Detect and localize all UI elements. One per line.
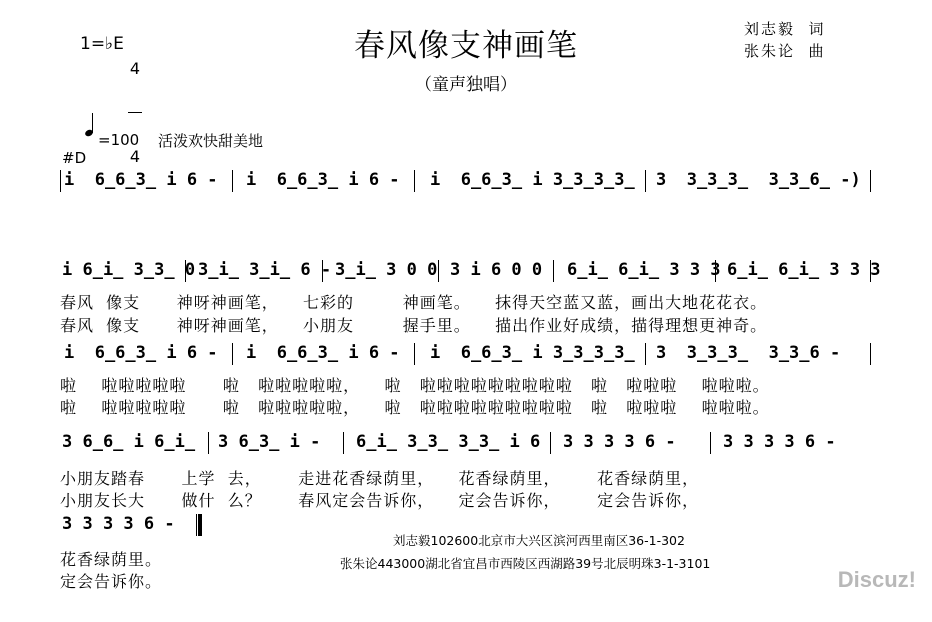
bar: 6̲i̲ 3̲3̲ 3̲3̲ i 6 (356, 432, 541, 452)
final-barline (196, 514, 202, 536)
bar: i 6̲6̲3̲ i 6 - (246, 170, 400, 190)
lyric-line: 啦 啦啦啦啦啦 啦 啦啦啦啦啦， 啦 啦啦啦啦啦啦啦啦啦 啦 啦啦啦 啦啦啦。 (60, 376, 770, 395)
bar: i 6̲6̲3̲ i 6 - (64, 343, 218, 363)
notation-row-3 (60, 343, 880, 365)
lyricist-address: 刘志毅102600北京市大兴区滨河西里南区36-1-302 (393, 533, 685, 548)
bar: 6̲i̲ 6̲i̲ 3 3 3 (727, 260, 881, 280)
time-signature (128, 26, 142, 182)
lyric-line: 小朋友长大 做什 么？ 春风定会告诉你， 定会告诉你， 定会告诉你， (60, 491, 700, 510)
notation-row-4 (60, 432, 880, 454)
bar: 3̲i̲ 3̲i̲ 6 - (198, 260, 332, 280)
lyric-line: 啦 啦啦啦啦啦 啦 啦啦啦啦啦， 啦 啦啦啦啦啦啦啦啦啦 啦 啦啦啦 啦啦啦。 (60, 398, 770, 417)
bar: 6̲i̲ 6̲i̲ 3 3 3 (567, 260, 721, 280)
lyric-line: 花香绿荫里。 (60, 550, 163, 569)
forum-watermark: Discuz! (837, 567, 916, 592)
bar: 3 3 3 3 6 - (62, 514, 175, 534)
bar: 3 3̲3̲3̲ 3̲3̲6̲ -) (656, 170, 861, 190)
bar: 3 6̲6̲ i 6̲i̲ (62, 432, 196, 452)
quarter-note-head (84, 129, 94, 138)
notation-row-5 (60, 514, 220, 536)
bar: i 6̲6̲3̲ i 3̲3̲3̲3̲ (430, 170, 635, 190)
key-change-marking: #D (62, 149, 87, 167)
bar: i 6̲i̲ 3̲3̲ 0 (62, 260, 196, 280)
song-title: 春风像支神画笔 (354, 28, 578, 64)
lyric-line: 春风 像支 神呀神画笔， 七彩的 神画笔。 抹得天空蓝又蓝，画出大地花花衣。 (60, 293, 768, 312)
lyric-line: 小朋友踏春 上学 去， 走进花香绿荫里， 花香绿荫里， 花香绿荫里， (60, 469, 700, 488)
notation-row-1 (60, 170, 880, 192)
tempo-marking: =100 (98, 131, 140, 149)
bar: 3 i 6 0 0 (450, 260, 543, 280)
notation-row-2 (60, 260, 880, 282)
composer-credit: 张朱论 曲 (744, 42, 826, 60)
lyric-line: 定会告诉你。 (60, 572, 163, 591)
bar: i 6̲6̲3̲ i 6 - (246, 343, 400, 363)
meter-bottom: 4 (129, 147, 141, 166)
bar: i 6̲6̲3̲ i 3̲3̲3̲3̲ (430, 343, 635, 363)
meter-top: 4 (129, 59, 141, 78)
key-signature: 1=♭E (80, 34, 124, 54)
bar: 3 3̲3̲3̲ 3̲3̲6 - (656, 343, 841, 363)
bar: 3 6̲3̲ i - (218, 432, 321, 452)
composer-address: 张朱论443000湖北省宜昌市西陵区西湖路39号北辰明珠3-1-3101 (340, 556, 711, 571)
bar: 3 3 3 3 6 - (563, 432, 676, 452)
expression-marking: 活泼欢快甜美地 (158, 132, 264, 150)
lyric-line: 春风 像支 神呀神画笔， 小朋友 握手里。 描出作业好成绩，描得理想更神奇。 (60, 316, 768, 335)
bar: i 6̲6̲3̲ i 6 - (64, 170, 218, 190)
song-subtitle: （童声独唱） (415, 75, 517, 95)
bar: 3̲i̲ 3 0 0 (335, 260, 438, 280)
lyricist-credit: 刘志毅 词 (744, 20, 826, 38)
bar: 3 3 3 3 6 - (723, 432, 836, 452)
